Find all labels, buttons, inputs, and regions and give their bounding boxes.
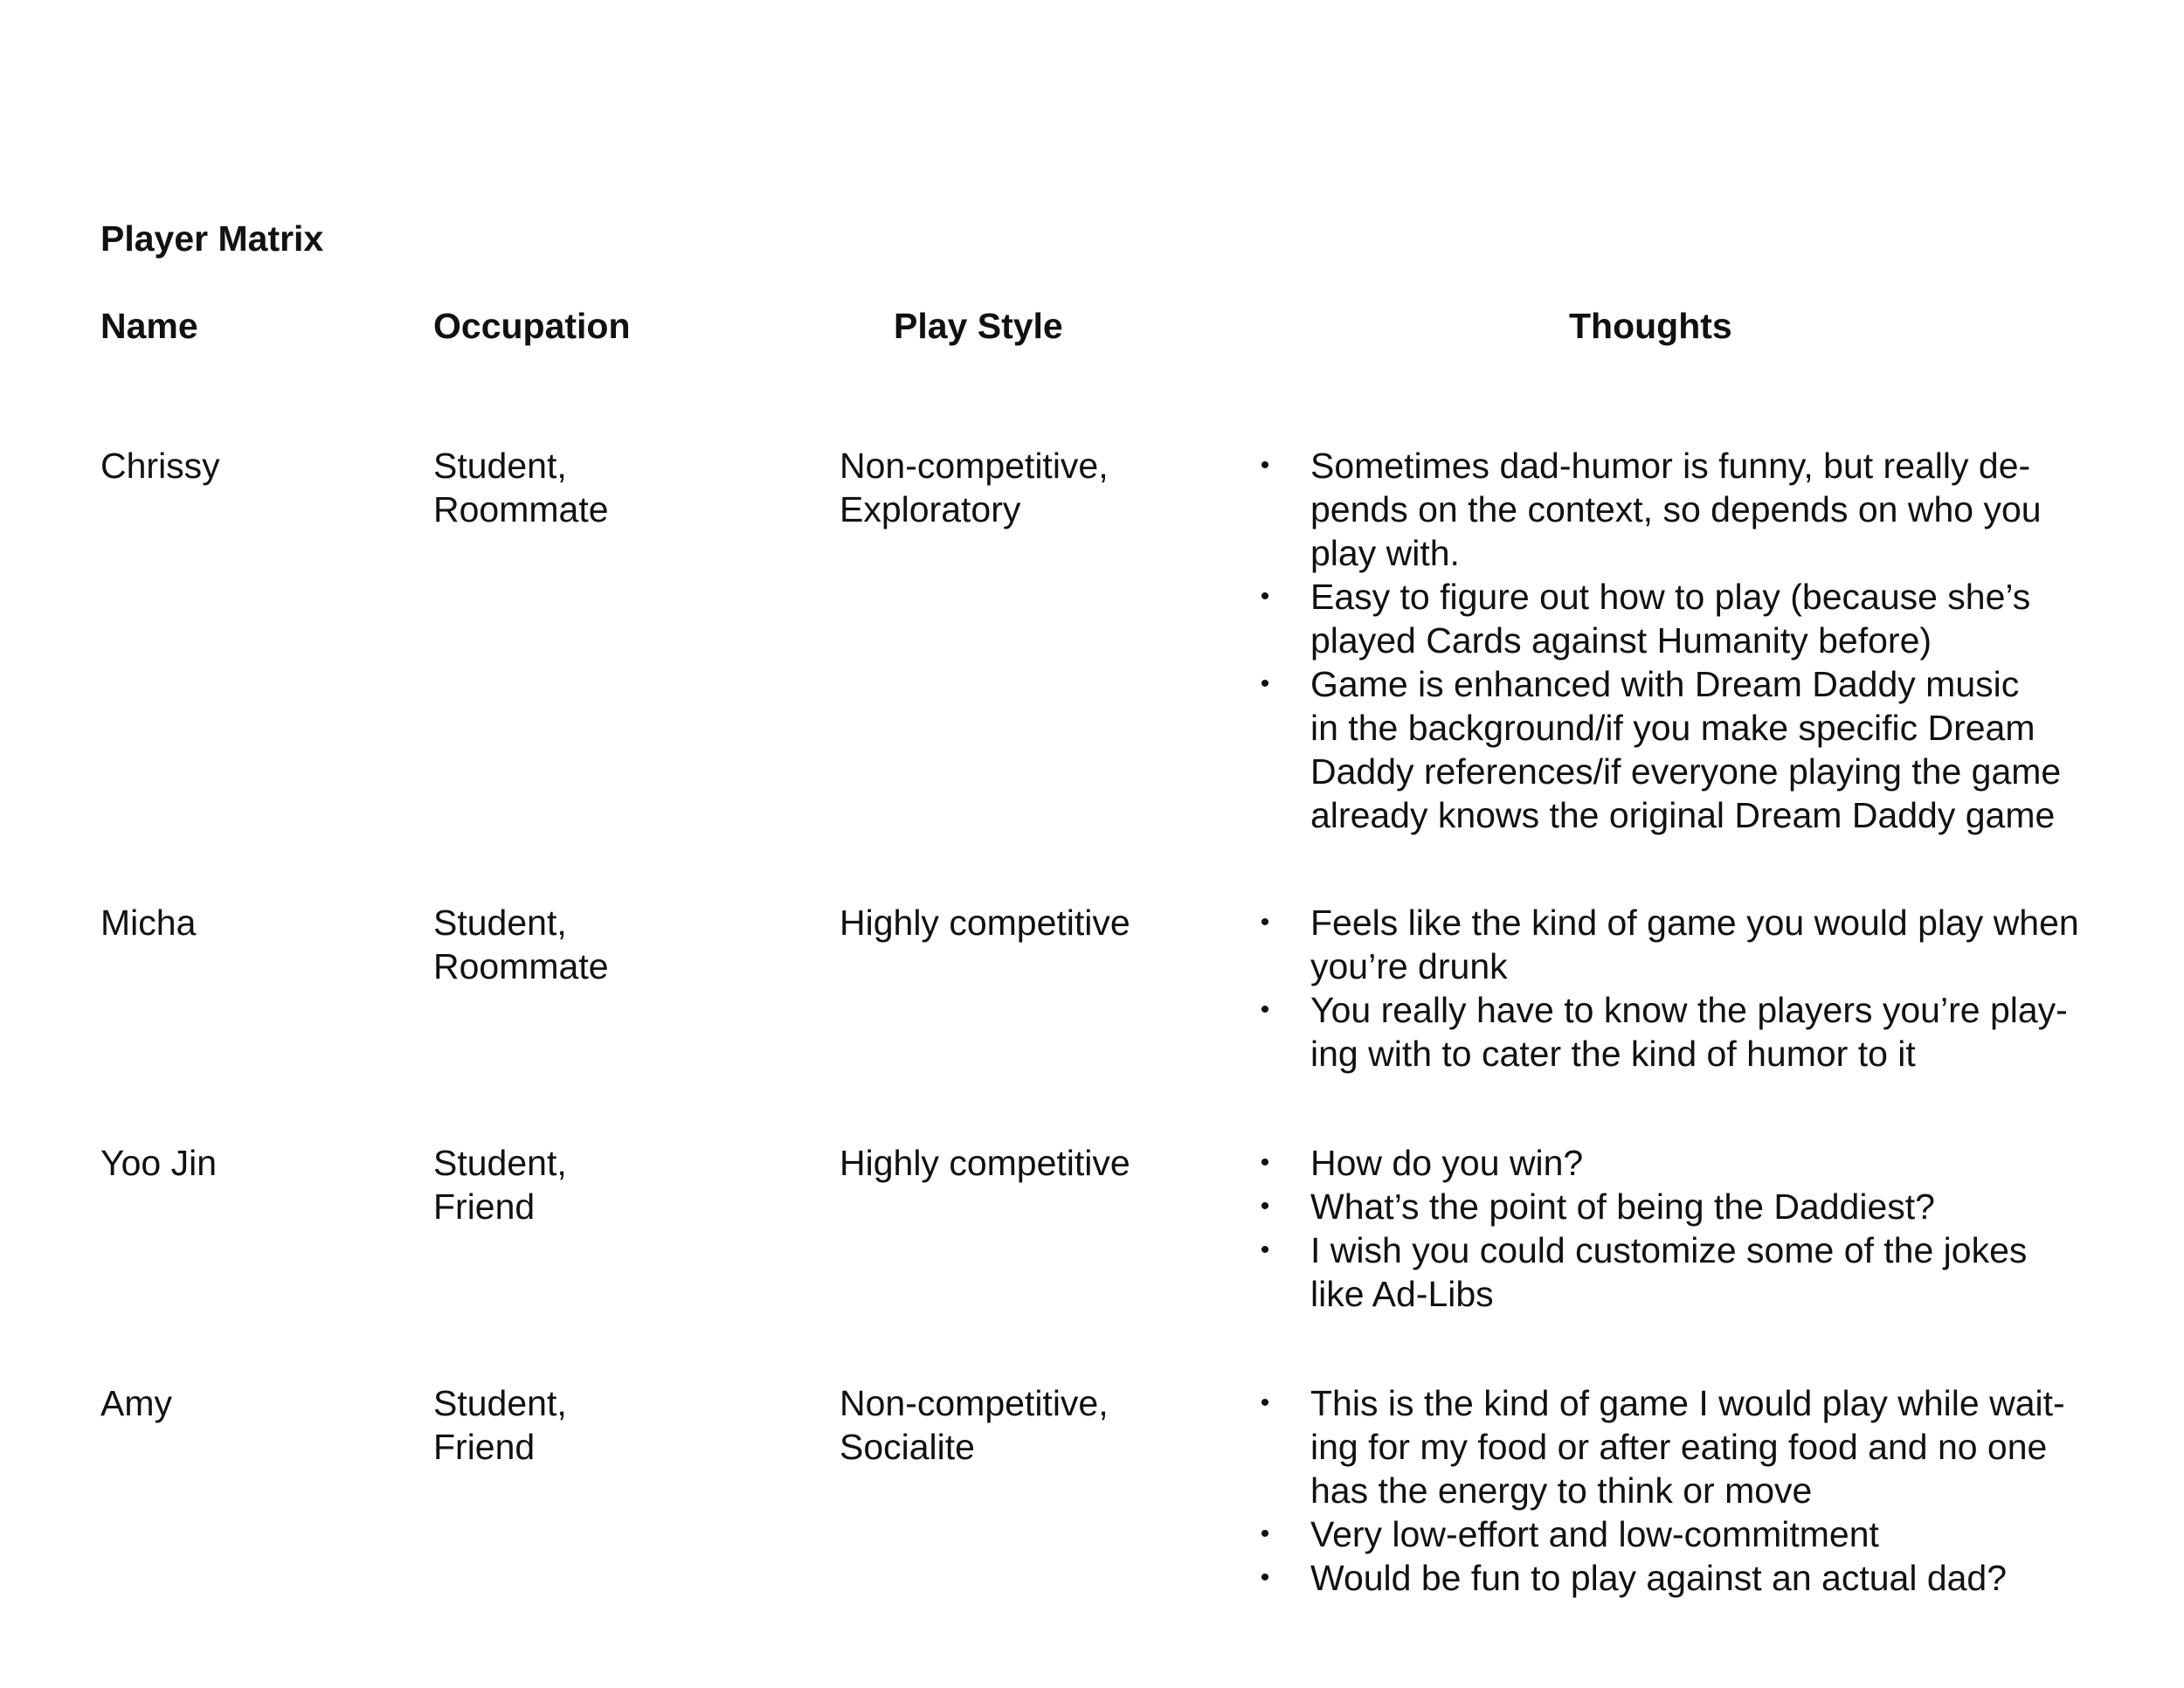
occupation-line: Friend	[433, 1427, 536, 1467]
thought-item	[1256, 1381, 2130, 1512]
bullet-icon: •	[1260, 995, 1270, 1024]
occupation-line: Student,	[433, 446, 567, 486]
thought-line: has the energy to think or move	[1310, 1470, 1813, 1511]
play-style-line: Non-competitive,	[840, 446, 1109, 486]
column-header-occupation: Occupation	[433, 306, 631, 346]
player-play-style	[840, 1381, 1109, 1469]
play-style-line: Socialite	[840, 1427, 975, 1467]
occupation-line: Student,	[433, 1143, 567, 1183]
thought-line: Very low-effort and low-commitment	[1310, 1514, 1879, 1554]
thought-item	[1256, 901, 2130, 988]
player-name: Chrissy	[100, 446, 220, 486]
play-style-line: Non-competitive,	[840, 1383, 1109, 1423]
occupation-line: Student,	[433, 903, 567, 943]
bullet-icon: •	[1260, 669, 1270, 698]
occupation-line: Friend	[433, 1186, 536, 1227]
occupation-line: Roommate	[433, 946, 609, 986]
player-name: Yoo Jin	[100, 1143, 217, 1183]
thought-item	[1256, 1141, 2130, 1185]
thought-line: like Ad-Libs	[1310, 1274, 1494, 1314]
thought-line: I wish you could customize some of the jokes	[1310, 1230, 2028, 1270]
thought-line: already knows the original Dream Daddy game	[1310, 795, 2056, 835]
thought-line: Feels like the kind of game you would play when	[1310, 903, 2079, 943]
thought-line: How do you win?	[1310, 1143, 1584, 1183]
thought-line: Easy to figure out how to play (because she’s	[1310, 577, 2031, 617]
occupation-line: Roommate	[433, 489, 609, 529]
column-header-name: Name	[100, 306, 198, 346]
column-header-thoughts: Thoughts	[1569, 306, 1732, 346]
thought-item	[1256, 988, 2130, 1076]
player-name: Micha	[100, 903, 197, 943]
thought-item	[1256, 1556, 2130, 1600]
thought-line: Game is enhanced with Dream Daddy music	[1310, 664, 2020, 704]
bullet-icon: •	[1260, 1388, 1270, 1417]
bullet-icon: •	[1260, 1192, 1270, 1221]
play-style-line: Highly competitive	[840, 1143, 1130, 1183]
thought-line: Daddy references/if everyone playing the game	[1310, 751, 2062, 792]
thought-line: played Cards against Humanity before)	[1310, 620, 1932, 661]
player-occupation	[433, 1141, 567, 1228]
play-style-line: Exploratory	[840, 489, 1021, 529]
thought-item	[1256, 1185, 2130, 1228]
thought-line: ing for my food or after eating food and no one	[1310, 1427, 2048, 1467]
thought-line: You really have to know the players you’re play-	[1310, 990, 2068, 1030]
player-occupation	[433, 444, 609, 531]
player-thoughts-list	[1256, 901, 2130, 1076]
thought-item	[1256, 444, 2130, 575]
thought-line: Would be fun to play against an actual dad?	[1310, 1558, 2008, 1598]
page-title: Player Matrix	[100, 218, 324, 259]
player-occupation	[433, 901, 609, 988]
occupation-line: Student,	[433, 1383, 567, 1423]
player-thoughts-list	[1256, 1141, 2130, 1316]
thought-line: Sometimes dad-humor is funny, but really de-	[1310, 446, 2031, 486]
bullet-icon: •	[1260, 1563, 1270, 1592]
player-thoughts-list	[1256, 444, 2130, 837]
bullet-icon: •	[1260, 1235, 1270, 1264]
bullet-icon: •	[1260, 451, 1270, 480]
thought-item	[1256, 662, 2130, 837]
column-header-play-style: Play Style	[894, 306, 1063, 346]
bullet-icon: •	[1260, 908, 1270, 937]
thought-line: This is the kind of game I would play while wait-	[1310, 1383, 2065, 1423]
thought-line: What’s the point of being the Daddiest?	[1310, 1186, 1935, 1227]
player-play-style	[840, 1141, 1130, 1185]
player-play-style	[840, 444, 1109, 531]
player-thoughts-list	[1256, 1381, 2130, 1600]
player-occupation	[433, 1381, 567, 1469]
bullet-icon: •	[1260, 1519, 1270, 1548]
thought-line: pends on the context, so depends on who you	[1310, 489, 2042, 529]
thought-line: ing with to cater the kind of humor to it	[1310, 1034, 1916, 1074]
player-play-style	[840, 901, 1130, 944]
bullet-icon: •	[1260, 1148, 1270, 1177]
thought-item	[1256, 1228, 2130, 1316]
thought-line: in the background/if you make specific Dream	[1310, 708, 2035, 748]
play-style-line: Highly competitive	[840, 903, 1130, 943]
bullet-icon: •	[1260, 582, 1270, 611]
thought-line: you’re drunk	[1310, 946, 1508, 986]
thought-item	[1256, 1512, 2130, 1556]
player-name: Amy	[100, 1383, 172, 1423]
thought-line: play with.	[1310, 533, 1460, 573]
thought-item	[1256, 575, 2130, 662]
